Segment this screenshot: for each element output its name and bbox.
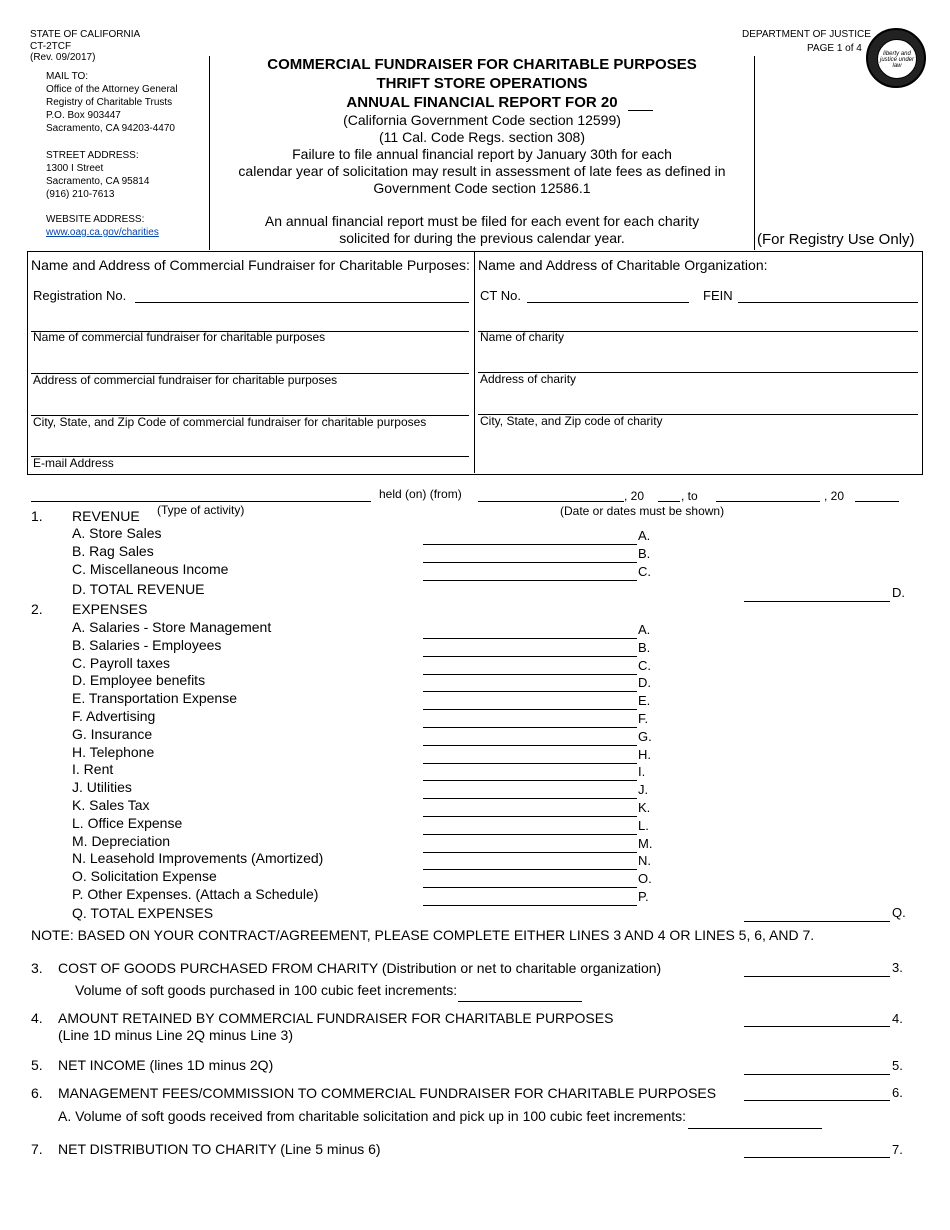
charity-address-field[interactable]: [478, 356, 918, 373]
street-line: 1300 I Street: [46, 163, 104, 174]
line3-number: 3.: [31, 960, 43, 976]
line3-end-number: 3.: [892, 960, 903, 975]
expense-item-letter: N.: [638, 853, 651, 869]
website-link[interactable]: www.oag.ca.gov/charities: [46, 227, 159, 238]
form-id: CT-2TCF: [30, 41, 72, 52]
date-from-field[interactable]: [478, 485, 624, 502]
expense-item-amount-field[interactable]: [423, 622, 637, 639]
expense-item-label: C. Payroll taxes: [72, 654, 171, 671]
expense-item-label: G. Insurance: [72, 725, 153, 742]
charity-name-label: Name of charity: [480, 330, 565, 344]
fundraiser-heading: Name and Address of Commercial Fundraiser for Charitable Purposes:: [31, 257, 470, 273]
expenses-number: 2.: [31, 601, 43, 617]
revenue-item-letter: C.: [638, 564, 651, 579]
expense-item-amount-field[interactable]: [423, 640, 637, 657]
completion-note: NOTE: BASED ON YOUR CONTRACT/AGREEMENT, PLEASE COMPLETE EITHER LINES 3 AND 4 OR LINES 5, 6, AND 7.: [31, 927, 815, 943]
mail-line: Sacramento, CA 94203-4470: [46, 123, 175, 134]
expenses-heading: EXPENSES: [72, 601, 148, 617]
expense-item-label: M. Depreciation: [72, 832, 171, 849]
expense-item-amount-field[interactable]: [423, 800, 637, 817]
line7-field[interactable]: [744, 1141, 890, 1158]
line3-volume-field[interactable]: [458, 985, 582, 1002]
line5-number: 5.: [31, 1057, 43, 1073]
expense-item-letter: L.: [638, 817, 649, 833]
expense-item-label: H. Telephone: [72, 743, 155, 760]
revenue-number: 1.: [31, 508, 43, 524]
expense-item-label: A. Salaries - Store Management: [72, 619, 272, 635]
line7-number: 7.: [31, 1141, 43, 1157]
late-fee-warning: Government Code section 12586.1: [373, 180, 591, 196]
expense-item-label: I. Rent: [72, 761, 114, 778]
expense-item-amount-field[interactable]: [423, 675, 637, 692]
expense-item-label: O. Solicitation Expense: [72, 868, 217, 885]
expense-item-amount-field[interactable]: [423, 782, 637, 799]
expense-item-label: N. Leasehold Improvements (Amortized): [72, 850, 324, 867]
form-revision: (Rev. 09/2017): [30, 52, 96, 63]
charity-heading: Name and Address of Charitable Organization:: [478, 257, 768, 273]
seal-motto: liberty and justice under law: [879, 51, 915, 69]
expense-item-letter: K.: [638, 800, 651, 815]
expense-item-label: J. Utilities: [72, 779, 132, 796]
total-expenses-letter: Q.: [892, 905, 906, 920]
expense-item-amount-field[interactable]: [423, 871, 637, 888]
expense-item-label: P. Other Expenses. (Attach a Schedule): [72, 886, 319, 902]
to-label: , to: [681, 489, 698, 503]
fundraiser-city-label: City, State, and Zip Code of commercial fundraiser for charitable purposes: [33, 415, 427, 429]
late-fee-warning: Failure to file annual financial report by January 30th for each: [292, 146, 672, 162]
expense-item-label: K. Sales Tax: [72, 797, 150, 813]
address-box-divider: [474, 252, 475, 473]
expense-item-label: F. Advertising: [72, 708, 156, 724]
line5-label: NET INCOME (lines 1D minus 2Q): [58, 1057, 274, 1073]
revenue-heading: REVENUE: [72, 508, 140, 524]
revenue-item-amount-field[interactable]: [423, 564, 637, 581]
fundraiser-email-field[interactable]: [31, 440, 469, 457]
expense-item-amount-field[interactable]: [423, 729, 637, 746]
year-from-field[interactable]: [658, 485, 680, 502]
fundraiser-address-field[interactable]: [31, 357, 469, 374]
expense-item-letter: B.: [638, 639, 651, 655]
header-divider-right: [754, 56, 755, 250]
total-revenue-letter: D.: [892, 585, 905, 600]
expense-item-amount-field[interactable]: [423, 889, 637, 906]
line6-volume-label: A. Volume of soft goods received from charitable solicitation and pick up in 100 cubic feet increments:: [58, 1108, 687, 1124]
fein-label: FEIN: [703, 288, 733, 303]
date-to-field[interactable]: [716, 485, 820, 502]
year-to-field[interactable]: [855, 485, 899, 502]
state-label: STATE OF CALIFORNIA: [30, 29, 141, 40]
mail-label: MAIL TO:: [46, 71, 89, 82]
revenue-item-amount-field[interactable]: [423, 546, 637, 563]
year-blank[interactable]: [628, 110, 653, 111]
ct-no-field[interactable]: [527, 286, 689, 303]
line6-number: 6.: [31, 1085, 43, 1101]
fundraiser-address-label: Address of commercial fundraiser for charitable purposes: [33, 373, 338, 387]
line6-volume-field[interactable]: [688, 1112, 822, 1129]
expense-item-label: L. Office Expense: [72, 814, 183, 831]
revenue-item-label: C. Miscellaneous Income: [72, 561, 229, 577]
expense-item-label: E. Transportation Expense: [72, 690, 237, 707]
report-year-title: ANNUAL FINANCIAL REPORT FOR 20: [346, 94, 618, 111]
expense-item-letter: G.: [638, 728, 652, 744]
expense-item-letter: E.: [638, 693, 651, 709]
line3-label: COST OF GOODS PURCHASED FROM CHARITY (Distribution or net to charitable organization): [58, 960, 662, 976]
registration-no-label: Registration No.: [33, 288, 127, 303]
expense-item-letter: J.: [638, 782, 649, 798]
expense-item-letter: M.: [638, 835, 653, 851]
filing-note: An annual financial report must be filed for each event for each charity: [264, 213, 700, 229]
fundraiser-city-field[interactable]: [31, 399, 469, 416]
mail-line: P.O. Box 903447: [46, 110, 121, 121]
ct-no-label: CT No.: [480, 288, 521, 303]
charity-address-label: Address of charity: [480, 372, 577, 386]
street-line: Sacramento, CA 95814: [46, 176, 150, 187]
state-seal-icon: [866, 28, 926, 88]
activity-type-label: (Type of activity): [157, 503, 245, 517]
expense-item-letter: C.: [638, 657, 651, 673]
revenue-item-label: A. Store Sales: [72, 525, 162, 541]
late-fee-warning: calendar year of solicitation may result in assessment of late fees as defined in: [238, 163, 726, 179]
regs-ref: (11 Cal. Code Regs. section 308): [379, 129, 585, 145]
line4-end-number: 4.: [892, 1011, 903, 1026]
form-title: COMMERCIAL FUNDRAISER FOR CHARITABLE PURPOSES: [267, 56, 697, 73]
total-expenses-field[interactable]: [744, 905, 890, 922]
expense-item-amount-field[interactable]: [423, 836, 637, 853]
line3-volume-label: Volume of soft goods purchased in 100 cubic feet increments:: [75, 982, 458, 998]
page-number: PAGE 1 of 4: [807, 43, 862, 54]
expense-item-letter: F.: [638, 711, 649, 726]
expense-item-amount-field[interactable]: [423, 711, 637, 728]
expense-item-label: B. Salaries - Employees: [72, 636, 222, 653]
expense-item-amount-field[interactable]: [423, 747, 637, 764]
line5-field[interactable]: [744, 1058, 890, 1075]
expense-item-amount-field[interactable]: [423, 853, 637, 870]
year-from-label: , 20: [624, 489, 645, 503]
total-revenue-label: D. TOTAL REVENUE: [72, 581, 205, 597]
gov-code-ref: (California Government Code section 12599): [343, 112, 621, 128]
charity-city-field[interactable]: [478, 398, 918, 415]
revenue-item-label: B. Rag Sales: [72, 543, 154, 559]
line7-end-number: 7.: [892, 1142, 903, 1157]
expense-item-letter: P.: [638, 889, 649, 904]
revenue-item-amount-field[interactable]: [423, 528, 637, 545]
street-line: (916) 210-7613: [46, 189, 115, 200]
fundraiser-name-label: Name of commercial fundraiser for charitable purposes: [33, 330, 326, 344]
department-label: DEPARTMENT OF JUSTICE: [742, 29, 871, 40]
line7-label: NET DISTRIBUTION TO CHARITY (Line 5 minus 6): [58, 1141, 381, 1157]
expense-item-amount-field[interactable]: [423, 818, 637, 835]
revenue-item-letter: B.: [638, 546, 651, 561]
activity-type-field[interactable]: [31, 485, 371, 502]
charity-city-label: City, State, and Zip code of charity: [480, 414, 663, 428]
total-revenue-field[interactable]: [744, 585, 890, 602]
year-to-label: , 20: [824, 489, 845, 503]
line6-field[interactable]: [744, 1084, 890, 1101]
fein-field[interactable]: [738, 286, 918, 303]
expense-item-amount-field[interactable]: [423, 658, 637, 675]
website-label: WEBSITE ADDRESS:: [46, 214, 145, 225]
line4-label: AMOUNT RETAINED BY COMMERCIAL FUNDRAISER FOR CHARITABLE PURPOSES: [58, 1010, 614, 1026]
expense-item-letter: O.: [638, 871, 652, 887]
fundraiser-email-label: E-mail Address: [33, 456, 114, 470]
line4-field[interactable]: [744, 1010, 890, 1027]
line4-sub-label: (Line 1D minus Line 2Q minus Line 3): [58, 1027, 294, 1043]
expense-item-label: D. Employee benefits: [72, 672, 206, 689]
expense-item-letter: I.: [638, 764, 646, 780]
filing-note: solicited for during the previous calendar year.: [339, 230, 625, 246]
registration-no-field[interactable]: [135, 286, 469, 303]
line4-number: 4.: [31, 1010, 43, 1026]
expense-item-letter: D.: [638, 675, 651, 691]
form-subtitle: THRIFT STORE OPERATIONS: [376, 75, 588, 92]
total-expenses-label: Q. TOTAL EXPENSES: [72, 905, 214, 921]
registry-use-label: (For Registry Use Only): [757, 231, 915, 248]
line3-field[interactable]: [744, 960, 890, 977]
held-on-label: held (on) (from): [379, 487, 462, 501]
line5-end-number: 5.: [892, 1058, 903, 1073]
revenue-item-letter: A.: [638, 528, 651, 543]
expense-item-amount-field[interactable]: [423, 693, 637, 710]
street-label: STREET ADDRESS:: [46, 150, 139, 161]
line6-end-number: 6.: [892, 1085, 903, 1100]
expense-item-letter: H.: [638, 746, 651, 762]
mail-line: Registry of Charitable Trusts: [46, 97, 173, 108]
expense-item-amount-field[interactable]: [423, 764, 637, 781]
mail-line: Office of the Attorney General: [46, 84, 178, 95]
line6-label: MANAGEMENT FEES/COMMISSION TO COMMERCIAL FUNDRAISER FOR CHARITABLE PURPOSES: [58, 1085, 717, 1101]
date-hint-label: (Date or dates must be shown): [560, 504, 725, 518]
expense-item-letter: A.: [638, 622, 651, 637]
